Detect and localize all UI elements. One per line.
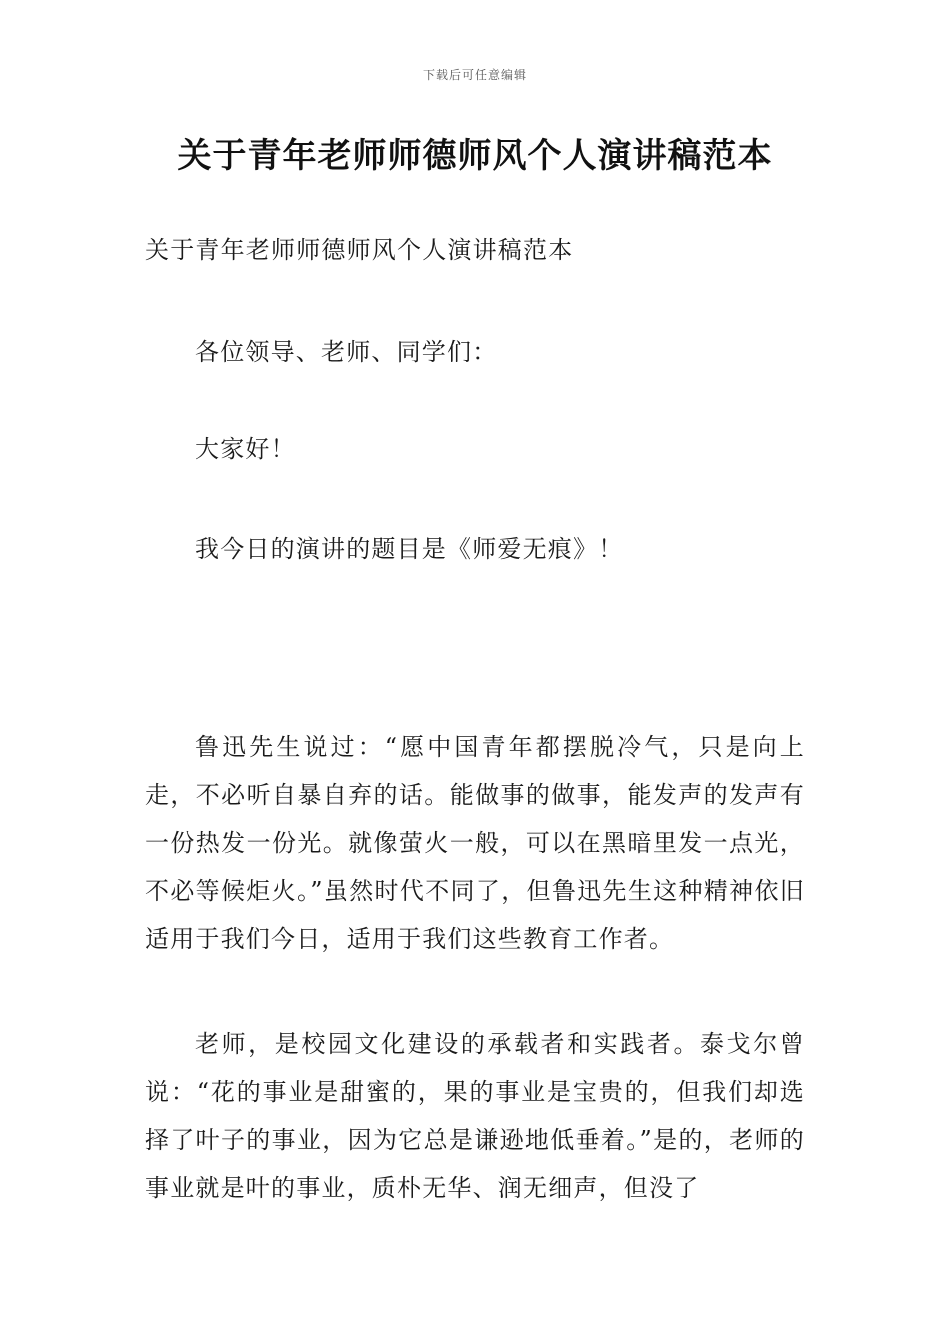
subtitle-line: 关于青年老师师德师风个人演讲稿范本 [145, 236, 574, 264]
document-title: 关于青年老师师德师风个人演讲稿范本 [177, 136, 773, 176]
hello-line: 大家好！ [195, 435, 296, 463]
header-note: 下载后可任意编辑 [422, 68, 527, 82]
body-paragraph: 老师，是校园文化建设的承载者和实践者。泰戈尔曾说：“花的事业是甜蜜的，果的事业是宝贵的，但我们却选择了叶子的事业，因为它总是谦逊地低垂着。”是的，老师的事业就是叶的事业，质朴无华、润无细声，但没了 [145, 1030, 805, 1202]
topic-line: 我今日的演讲的题目是《师爱无痕》！ [195, 535, 624, 563]
greeting-line: 各位领导、老师、同学们： [195, 338, 498, 366]
body-paragraph: 鲁迅先生说过：“愿中国青年都摆脱冷气，只是向上走，不必听自暴自弃的话。能做事的做事，能发声的发声有一份热发一份光。就像萤火一般，可以在黑暗里发一点光，不必等候炬火。”虽然时代不同了，但鲁迅先生这种精神依旧适用于我们今日，适用于我们这些教育工作者。 [145, 733, 805, 953]
